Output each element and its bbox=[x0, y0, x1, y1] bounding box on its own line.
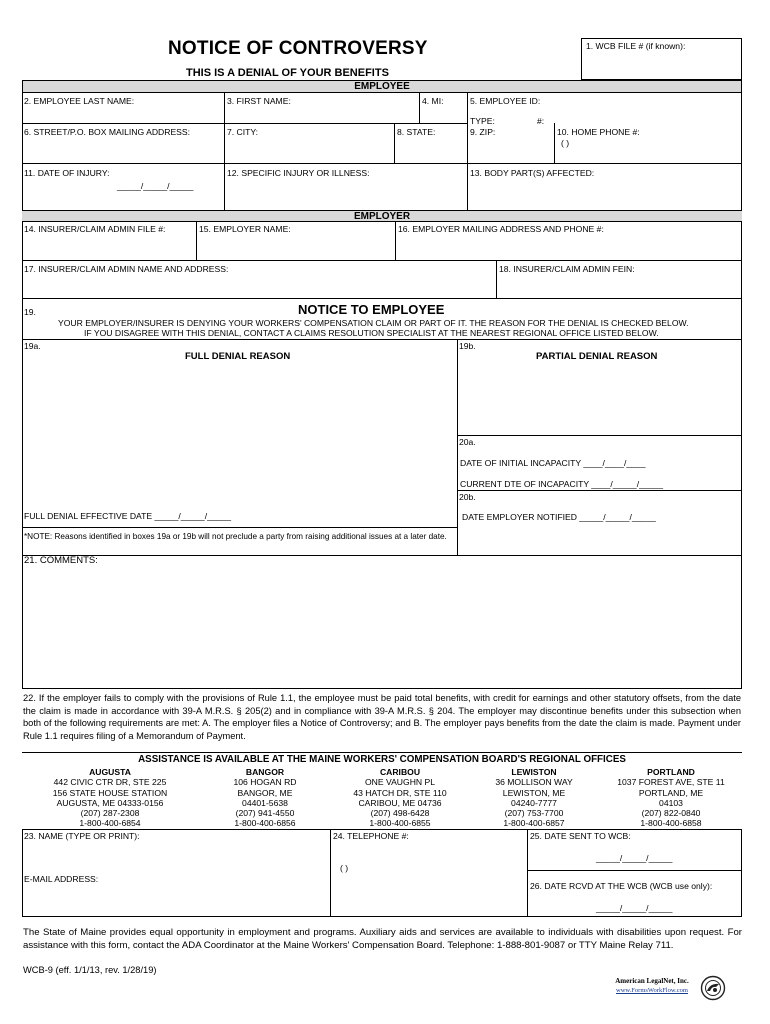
insurer-fein-field[interactable]: 18. INSURER/CLAIM ADMIN FEIN: bbox=[499, 264, 635, 274]
office-bangor: BANGOR 106 HOGAN RD BANGOR, ME 04401-5638 (207) 941-4550 1-800-400-6856 bbox=[233, 767, 297, 829]
state-field[interactable]: 8. STATE: bbox=[397, 127, 436, 137]
notice-line-1: YOUR EMPLOYER/INSURER IS DENYING YOUR WORKERS' COMPENSATION CLAIM OR PART OF IT. THE REASON FOR THE DENIAL IS CHECKED BELOW. bbox=[58, 318, 689, 328]
date-sent-blank[interactable]: _____/_____/_____ bbox=[596, 853, 673, 863]
employee-id-type[interactable]: TYPE: bbox=[470, 116, 495, 126]
home-phone-field[interactable]: 10. HOME PHONE #: bbox=[557, 127, 640, 137]
box-19a-label: 19a. bbox=[24, 341, 41, 351]
publisher-url[interactable]: www.FormsWorkFlow.com bbox=[616, 987, 688, 994]
current-incapacity-date-field[interactable]: CURRENT DTE OF INCAPACITY ____/_____/_____ bbox=[460, 479, 663, 489]
publisher-name: American LegalNet, Inc. bbox=[615, 977, 689, 985]
name-field[interactable]: 23. NAME (TYPE OR PRINT): bbox=[24, 831, 140, 841]
employee-id-number[interactable]: #: bbox=[537, 116, 545, 126]
employer-band: EMPLOYER bbox=[22, 210, 742, 222]
date-of-injury-field[interactable]: 11. DATE OF INJURY: bbox=[24, 168, 110, 178]
wcb-file-label: 1. WCB FILE # (if known): bbox=[586, 41, 686, 51]
publisher-logo-icon bbox=[700, 975, 726, 1001]
employer-address-field[interactable]: 16. EMPLOYER MAILING ADDRESS AND PHONE #: bbox=[398, 224, 604, 234]
rule-paragraph: 22. If the employer fails to comply with the provisions of Rule 1.1, the employee must be paid total benefits, with credit for earnings and other statutory offsets, from the date the claim is made in accordance with 39-A M.R.S. § 205(2) and in compliance with 39-A M.R.S. § 204. The employer may discontinue benefits under this subsection when both of the following requirements are met: A. The employer files a Notice of Controversy; and B. The employer pays benefits from the date the claim is made. Payment under Rule 1.1 requires filing of a Memorandum of Payment. bbox=[23, 693, 741, 741]
box-19b-label: 19b. bbox=[459, 341, 476, 351]
office-augusta: AUGUSTA 442 CIVIC CTR DR, STE 225 156 STATE HOUSE STATION AUGUSTA, ME 04333-0156 (207) 287-2308 1-800-400-6854 bbox=[52, 767, 168, 829]
email-field[interactable]: E-MAIL ADDRESS: bbox=[24, 874, 99, 884]
partial-denial-reason-heading[interactable]: PARTIAL DENIAL REASON bbox=[536, 351, 658, 362]
date-received-blank[interactable]: _____/_____/_____ bbox=[596, 903, 673, 913]
employee-mi-field[interactable]: 4. MI: bbox=[422, 96, 444, 106]
date-of-injury-blank[interactable]: _____/_____/_____ bbox=[117, 181, 194, 191]
notice-line-2: IF YOU DISAGREE WITH THIS DENIAL, CONTACT A CLAIMS RESOLUTION SPECIALIST AT THE NEAREST REGIONAL OFFICE LISTED BELOW. bbox=[84, 328, 659, 338]
office-portland: PORTLAND 1037 FOREST AVE, STE 11 PORTLAND, ME 04103 (207) 822-0840 1-800-400-6858 bbox=[617, 767, 725, 829]
telephone-field[interactable]: 24. TELEPHONE #: bbox=[333, 831, 409, 841]
box-20b-label: 20b. bbox=[459, 492, 476, 502]
insurer-file-field[interactable]: 14. INSURER/CLAIM ADMIN FILE #: bbox=[24, 224, 166, 234]
street-address-field[interactable]: 6. STREET/P.O. BOX MAILING ADDRESS: bbox=[24, 127, 191, 137]
initial-incapacity-date-field[interactable]: DATE OF INITIAL INCAPACITY ____/____/____ bbox=[460, 458, 646, 468]
city-field[interactable]: 7. CITY: bbox=[227, 127, 259, 137]
employee-first-name-field[interactable]: 3. FIRST NAME: bbox=[227, 96, 291, 106]
form-subtitle: THIS IS A DENIAL OF YOUR BENEFITS bbox=[186, 67, 389, 79]
box-20a-label: 20a. bbox=[459, 437, 476, 447]
frame-left bbox=[22, 80, 23, 223]
employee-id-field[interactable]: 5. EMPLOYEE ID: bbox=[470, 96, 541, 106]
home-phone-parens: ( ) bbox=[561, 138, 570, 148]
specific-injury-field[interactable]: 12. SPECIFIC INJURY OR ILLNESS: bbox=[227, 168, 370, 178]
employee-last-name-field[interactable]: 2. EMPLOYEE LAST NAME: bbox=[24, 96, 135, 106]
zip-field[interactable]: 9. ZIP: bbox=[470, 127, 496, 137]
notice-number: 19. bbox=[24, 307, 36, 317]
comments-label[interactable]: 21. COMMENTS: bbox=[24, 555, 98, 566]
notice-heading: NOTICE TO EMPLOYEE bbox=[298, 302, 445, 317]
full-denial-effective-date-field[interactable]: FULL DENIAL EFFECTIVE DATE _____/_____/_____ bbox=[24, 511, 231, 521]
telephone-parens: ( ) bbox=[340, 863, 349, 873]
employee-band: EMPLOYEE bbox=[22, 80, 742, 93]
employer-name-field[interactable]: 15. EMPLOYER NAME: bbox=[199, 224, 291, 234]
body-parts-field[interactable]: 13. BODY PART(S) AFFECTED: bbox=[470, 168, 595, 178]
date-received-field[interactable]: 26. DATE RCVD AT THE WCB (WCB use only): bbox=[530, 881, 713, 891]
form-title: NOTICE OF CONTROVERSY bbox=[168, 38, 428, 59]
office-caribou: CARIBOU ONE VAUGHN PL 43 HATCH DR, STE 110 CARIBOU, ME 04736 (207) 498-6428 1-800-400-6855 bbox=[353, 767, 447, 829]
date-employer-notified-field[interactable]: DATE EMPLOYER NOTIFIED _____/_____/_____ bbox=[462, 512, 656, 522]
offices-heading: ASSISTANCE IS AVAILABLE AT THE MAINE WORKERS' COMPENSATION BOARD'S REGIONAL OFFICES bbox=[138, 754, 626, 765]
denial-note: *NOTE: Reasons identified in boxes 19a or 19b will not preclude a party from raising additional issues at a later date. bbox=[24, 532, 447, 541]
date-sent-field[interactable]: 25. DATE SENT TO WCB: bbox=[530, 831, 631, 841]
insurer-name-field[interactable]: 17. INSURER/CLAIM ADMIN NAME AND ADDRESS: bbox=[24, 264, 229, 274]
equal-opportunity-statement: The State of Maine provides equal opportunity in employment and programs. Auxiliary aids and services are available to individuals with disabilities upon request. For assistance with this form, contact the ADA Coordinator at the Maine Workers' Compensation Board. Telephone: 1-888-801-9087 or TTY Maine Relay 711. bbox=[23, 927, 742, 951]
frame-right bbox=[741, 80, 742, 223]
office-lewiston: LEWISTON 36 MOLLISON WAY LEWISTON, ME 04240-7777 (207) 753-7700 1-800-400-6857 bbox=[495, 767, 573, 829]
publisher-block bbox=[608, 977, 696, 995]
form-id: WCB-9 (eff. 1/1/13, rev. 1/28/19) bbox=[23, 965, 157, 975]
full-denial-reason-heading[interactable]: FULL DENIAL REASON bbox=[185, 351, 291, 362]
